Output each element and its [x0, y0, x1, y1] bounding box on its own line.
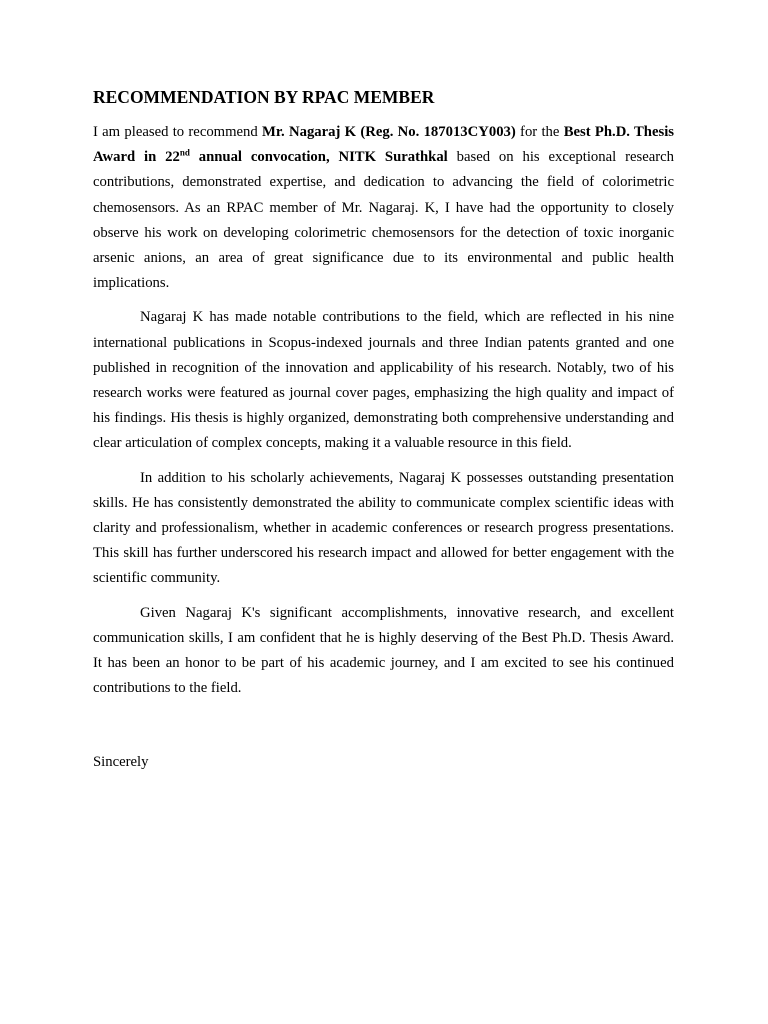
closing-salutation: Sincerely [93, 754, 149, 771]
p1-nominee-name: Mr. Nagaraj K (Reg. No. 187013CY003) [262, 124, 516, 140]
p1-text-3: based on his exceptional research contributions, demonstrated expertise, and dedication to advancing the field of colorimetric chemosensors. As an RPAC member of Mr. Nagaraj. K, I have had the opportunity to closely observe his work on developing colorimetric chemosensors for the detection of toxic inorganic arsenic anions, an area of great significance due to its environmental and public health implications. [93, 149, 674, 292]
paragraph-3: In addition to his scholarly achievements, Nagaraj K possesses outstanding presentation skills. He has consistently demonstrated the ability to communicate complex scientific ideas with clarity and professionalism, whether in academic conferences or research progress presentations. This skill has further underscored his research impact and allowed for better engagement with the scientific community. [93, 469, 674, 587]
p1-text-1: I am pleased to recommend [93, 124, 263, 140]
document-page [93, 86, 674, 775]
paragraph-4: Given Nagaraj K's significant accomplishments, innovative research, and excellent communication skills, I am confident that he is highly deserving of the Best Ph.D. Thesis Award. It has been an honor to be part of his academic journey, and I am excited to see his continued contributions to the field. [93, 604, 674, 697]
p1-convocation-text: annual convocation, NITK Surathkal [189, 149, 448, 166]
p1-ordinal-superscript: nd [179, 147, 190, 158]
p1-text-2: for the [515, 124, 564, 140]
p1-award-text: Best Ph.D. Thesis Award in 22 [93, 124, 674, 166]
paragraph-1 [93, 120, 674, 296]
document-title: RECOMMENDATION BY RPAC MEMBER [93, 87, 435, 107]
paragraph-2: Nagaraj K has made notable contributions to the field, which are reflected in his nine international publications in Scopus-indexed journals and three Indian patents granted and one published in recognition of the innovation and applicability of his research. Notably, two of his research works were featured as journal cover pages, emphasizing the high quality and impact of his findings. His thesis is highly organized, demonstrating both comprehensive understanding and clear articulation of complex concepts, making it a valuable resource in this field. [93, 309, 674, 452]
